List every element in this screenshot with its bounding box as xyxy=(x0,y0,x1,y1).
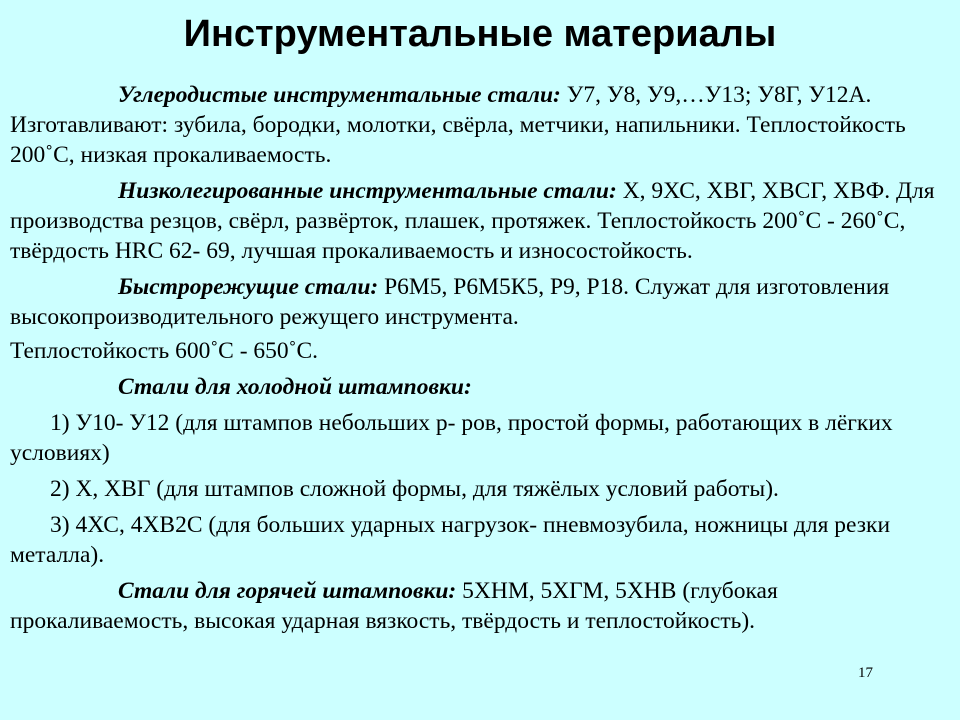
list-item-text: 3) 4ХС, 4ХВ2С (для больших ударных нагрузок- пневмозубила, ножницы для резки металла). xyxy=(10,512,891,568)
slide-body xyxy=(10,80,945,642)
paragraph-heading: Углеродистые инструментальные стали: xyxy=(118,82,561,108)
slide-title: Инструментальные материалы xyxy=(183,13,777,55)
paragraph-heading: Низколегированные инструментальные стали: xyxy=(118,178,617,204)
paragraph-text: Х, 9ХС, ХВГ, ХВСГ, ХВФ. Для производства резцов, свёрл, развёрток, плашек, протяжек. Теплостойкость 200˚С - 260˚С, твёрдость HRC 62- 69, лучшая прокаливаемость и износостойкость. xyxy=(10,178,935,264)
paragraph-text: У7, У8, У9,…У13; У8Г, У12А. Изготавливают: зубила, бородки, молотки, свёрла, метчики, напильники. Теплостойкость 200˚С, низкая прокаливаемость. xyxy=(10,82,906,168)
list-item-text: 2) Х, ХВГ (для штампов сложной формы, для тяжёлых условий работы). xyxy=(50,476,779,502)
list-item-text: 1) У10- У12 (для штампов небольших р- ров, простой формы, работающих в лёгких условиях) xyxy=(10,410,893,466)
paragraph-text: Р6М5, Р6М5К5, Р9, Р18. Служат для изготовления высокопроизводительного режущего инструмента. xyxy=(10,274,890,330)
paragraph-high-speed-heat-resistance xyxy=(10,336,945,366)
list-item-cold-2 xyxy=(10,474,945,504)
paragraph-heading: Стали для горячей штамповки: xyxy=(118,578,457,604)
paragraph-heading: Стали для холодной штамповки: xyxy=(118,374,472,400)
list-item-cold-3 xyxy=(10,510,945,570)
paragraph-text: Теплостойкость 600˚С - 650˚С. xyxy=(10,338,319,364)
paragraph-text: 5ХНМ, 5ХГМ, 5ХНВ (глубокая прокаливаемость, высокая ударная вязкость, твёрдость и теплостойкость). xyxy=(10,578,778,634)
paragraph-cold-stamping-heading xyxy=(10,372,945,402)
paragraph-heading: Быстрорежущие стали: xyxy=(118,274,379,300)
list-item-cold-1 xyxy=(10,408,945,468)
paragraph-carbon-steels xyxy=(10,80,945,170)
paragraph-low-alloy-steels xyxy=(10,176,945,266)
paragraph-high-speed-steels xyxy=(10,272,945,332)
paragraph-hot-stamping xyxy=(10,576,945,636)
page-number: 17 xyxy=(858,665,873,681)
